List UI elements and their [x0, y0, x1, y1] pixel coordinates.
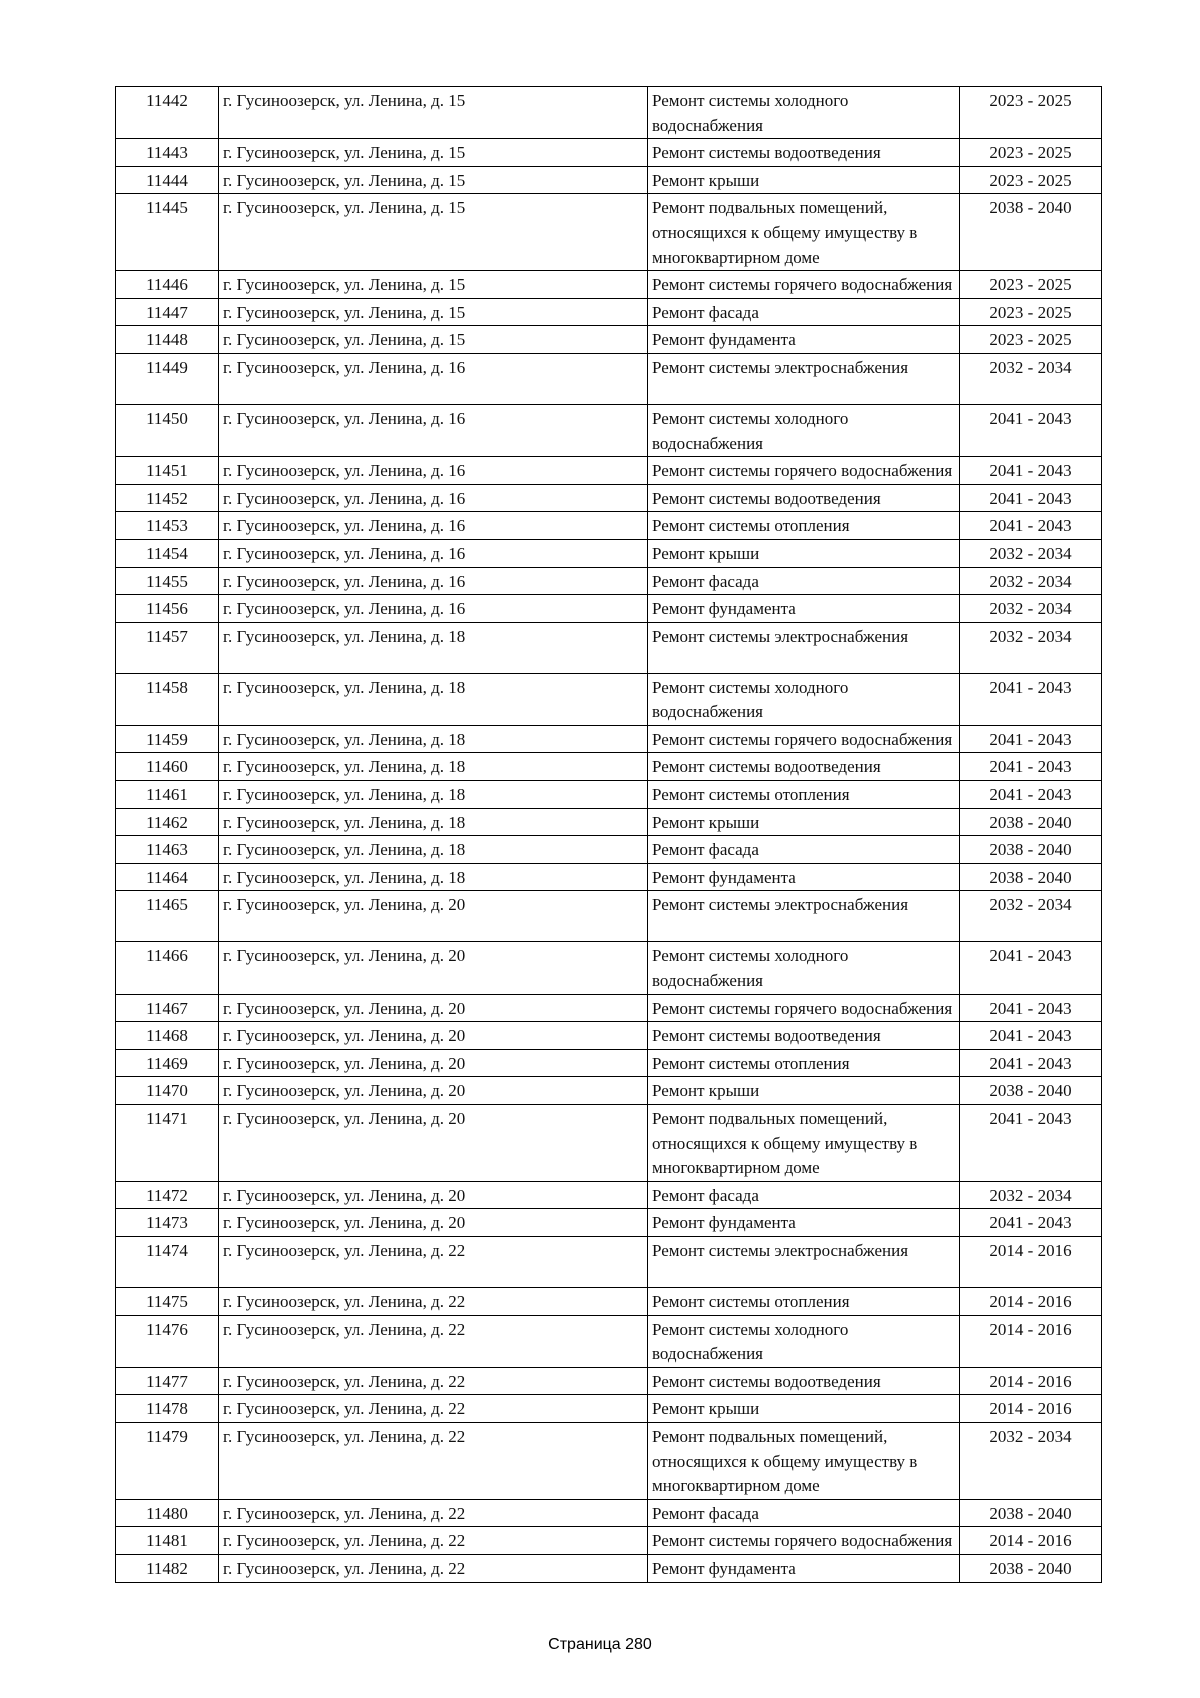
work-type-cell: Ремонт системы горячего водоснабжения	[648, 271, 960, 299]
row-number-cell: 11443	[116, 139, 219, 167]
table-row	[116, 484, 1102, 512]
address-cell: г. Гусиноозерск, ул. Ленина, д. 20	[219, 1105, 648, 1182]
period-cell: 2032 - 2034	[960, 539, 1102, 567]
period-cell: 2014 - 2016	[960, 1315, 1102, 1367]
address-cell: г. Гусиноозерск, ул. Ленина, д. 16	[219, 539, 648, 567]
table-row	[116, 87, 1102, 139]
table-row	[116, 595, 1102, 623]
work-type-cell: Ремонт системы электроснабжения	[648, 622, 960, 673]
work-type-cell: Ремонт системы отопления	[648, 1287, 960, 1315]
row-number-cell: 11454	[116, 539, 219, 567]
table-row	[116, 194, 1102, 271]
table-row	[116, 1315, 1102, 1367]
period-cell: 2014 - 2016	[960, 1367, 1102, 1395]
table-row	[116, 353, 1102, 404]
table-row	[116, 753, 1102, 781]
row-number-cell: 11475	[116, 1287, 219, 1315]
table-row	[116, 404, 1102, 456]
work-type-cell: Ремонт фундамента	[648, 1554, 960, 1582]
work-type-cell: Ремонт системы холодного водоснабжения	[648, 673, 960, 725]
table-row	[116, 512, 1102, 540]
work-type-cell: Ремонт системы водоотведения	[648, 484, 960, 512]
period-cell: 2023 - 2025	[960, 166, 1102, 194]
period-cell: 2023 - 2025	[960, 298, 1102, 326]
period-cell: 2041 - 2043	[960, 1209, 1102, 1237]
address-cell: г. Гусиноозерск, ул. Ленина, д. 16	[219, 512, 648, 540]
row-number-cell: 11473	[116, 1209, 219, 1237]
address-cell: г. Гусиноозерск, ул. Ленина, д. 18	[219, 673, 648, 725]
period-cell: 2032 - 2034	[960, 567, 1102, 595]
work-type-cell: Ремонт фундамента	[648, 863, 960, 891]
period-cell: 2041 - 2043	[960, 673, 1102, 725]
period-cell: 2038 - 2040	[960, 808, 1102, 836]
work-type-cell: Ремонт системы холодного водоснабжения	[648, 87, 960, 139]
row-number-cell: 11466	[116, 942, 219, 994]
work-type-cell: Ремонт фасада	[648, 298, 960, 326]
table-row	[116, 1527, 1102, 1555]
row-number-cell: 11455	[116, 567, 219, 595]
work-type-cell: Ремонт системы холодного водоснабжения	[648, 942, 960, 994]
work-type-cell: Ремонт системы горячего водоснабжения	[648, 725, 960, 753]
work-type-cell: Ремонт системы электроснабжения	[648, 1236, 960, 1287]
table-row	[116, 298, 1102, 326]
address-cell: г. Гусиноозерск, ул. Ленина, д. 22	[219, 1499, 648, 1527]
row-number-cell: 11478	[116, 1395, 219, 1423]
table-row	[116, 994, 1102, 1022]
address-cell: г. Гусиноозерск, ул. Ленина, д. 18	[219, 863, 648, 891]
row-number-cell: 11462	[116, 808, 219, 836]
row-number-cell: 11450	[116, 404, 219, 456]
address-cell: г. Гусиноозерск, ул. Ленина, д. 18	[219, 753, 648, 781]
row-number-cell: 11481	[116, 1527, 219, 1555]
row-number-cell: 11476	[116, 1315, 219, 1367]
row-number-cell: 11448	[116, 326, 219, 354]
table-row	[116, 326, 1102, 354]
period-cell: 2038 - 2040	[960, 1554, 1102, 1582]
address-cell: г. Гусиноозерск, ул. Ленина, д. 22	[219, 1287, 648, 1315]
row-number-cell: 11453	[116, 512, 219, 540]
period-cell: 2038 - 2040	[960, 1499, 1102, 1527]
address-cell: г. Гусиноозерск, ул. Ленина, д. 18	[219, 808, 648, 836]
row-number-cell: 11474	[116, 1236, 219, 1287]
work-type-cell: Ремонт системы холодного водоснабжения	[648, 404, 960, 456]
table-row	[116, 622, 1102, 673]
row-number-cell: 11467	[116, 994, 219, 1022]
table-row	[116, 1395, 1102, 1423]
work-type-cell: Ремонт крыши	[648, 808, 960, 836]
table-row	[116, 139, 1102, 167]
row-number-cell: 11459	[116, 725, 219, 753]
address-cell: г. Гусиноозерск, ул. Ленина, д. 20	[219, 1049, 648, 1077]
address-cell: г. Гусиноозерск, ул. Ленина, д. 16	[219, 457, 648, 485]
table-row	[116, 271, 1102, 299]
row-number-cell: 11447	[116, 298, 219, 326]
table-row	[116, 1236, 1102, 1287]
period-cell: 2038 - 2040	[960, 863, 1102, 891]
address-cell: г. Гусиноозерск, ул. Ленина, д. 15	[219, 271, 648, 299]
address-cell: г. Гусиноозерск, ул. Ленина, д. 20	[219, 1022, 648, 1050]
period-cell: 2041 - 2043	[960, 512, 1102, 540]
table-row	[116, 1209, 1102, 1237]
work-type-cell: Ремонт фасада	[648, 567, 960, 595]
table-row	[116, 673, 1102, 725]
row-number-cell: 11449	[116, 353, 219, 404]
table-row	[116, 539, 1102, 567]
address-cell: г. Гусиноозерск, ул. Ленина, д. 20	[219, 942, 648, 994]
row-number-cell: 11451	[116, 457, 219, 485]
row-number-cell: 11470	[116, 1077, 219, 1105]
address-cell: г. Гусиноозерск, ул. Ленина, д. 18	[219, 622, 648, 673]
period-cell: 2014 - 2016	[960, 1236, 1102, 1287]
period-cell: 2023 - 2025	[960, 87, 1102, 139]
period-cell: 2041 - 2043	[960, 1105, 1102, 1182]
row-number-cell: 11469	[116, 1049, 219, 1077]
work-type-cell: Ремонт системы водоотведения	[648, 1022, 960, 1050]
row-number-cell: 11460	[116, 753, 219, 781]
work-type-cell: Ремонт подвальных помещений, относящихся к общему имуществу в многоквартирном доме	[648, 194, 960, 271]
address-cell: г. Гусиноозерск, ул. Ленина, д. 16	[219, 484, 648, 512]
work-type-cell: Ремонт фасада	[648, 836, 960, 864]
row-number-cell: 11442	[116, 87, 219, 139]
table-row	[116, 942, 1102, 994]
address-cell: г. Гусиноозерск, ул. Ленина, д. 20	[219, 1209, 648, 1237]
period-cell: 2038 - 2040	[960, 836, 1102, 864]
address-cell: г. Гусиноозерск, ул. Ленина, д. 22	[219, 1554, 648, 1582]
work-type-cell: Ремонт подвальных помещений, относящихся к общему имуществу в многоквартирном доме	[648, 1422, 960, 1499]
period-cell: 2041 - 2043	[960, 725, 1102, 753]
table-row	[116, 891, 1102, 942]
work-type-cell: Ремонт системы водоотведения	[648, 1367, 960, 1395]
address-cell: г. Гусиноозерск, ул. Ленина, д. 15	[219, 139, 648, 167]
table-row	[116, 567, 1102, 595]
work-type-cell: Ремонт системы электроснабжения	[648, 891, 960, 942]
period-cell: 2041 - 2043	[960, 484, 1102, 512]
row-number-cell: 11477	[116, 1367, 219, 1395]
row-number-cell: 11479	[116, 1422, 219, 1499]
period-cell: 2032 - 2034	[960, 891, 1102, 942]
table-row	[116, 781, 1102, 809]
address-cell: г. Гусиноозерск, ул. Ленина, д. 16	[219, 567, 648, 595]
work-type-cell: Ремонт крыши	[648, 1395, 960, 1423]
work-type-cell: Ремонт крыши	[648, 166, 960, 194]
table-row	[116, 457, 1102, 485]
work-type-cell: Ремонт системы отопления	[648, 1049, 960, 1077]
address-cell: г. Гусиноозерск, ул. Ленина, д. 20	[219, 891, 648, 942]
row-number-cell: 11468	[116, 1022, 219, 1050]
work-type-cell: Ремонт фасада	[648, 1181, 960, 1209]
address-cell: г. Гусиноозерск, ул. Ленина, д. 22	[219, 1315, 648, 1367]
period-cell: 2032 - 2034	[960, 622, 1102, 673]
period-cell: 2041 - 2043	[960, 753, 1102, 781]
work-type-cell: Ремонт системы водоотведения	[648, 753, 960, 781]
work-type-cell: Ремонт системы водоотведения	[648, 139, 960, 167]
address-cell: г. Гусиноозерск, ул. Ленина, д. 22	[219, 1236, 648, 1287]
address-cell: г. Гусиноозерск, ул. Ленина, д. 16	[219, 595, 648, 623]
work-type-cell: Ремонт системы горячего водоснабжения	[648, 1527, 960, 1555]
table-row	[116, 166, 1102, 194]
row-number-cell: 11472	[116, 1181, 219, 1209]
address-cell: г. Гусиноозерск, ул. Ленина, д. 16	[219, 404, 648, 456]
work-type-cell: Ремонт системы отопления	[648, 512, 960, 540]
period-cell: 2014 - 2016	[960, 1287, 1102, 1315]
address-cell: г. Гусиноозерск, ул. Ленина, д. 22	[219, 1527, 648, 1555]
table-row	[116, 1105, 1102, 1182]
period-cell: 2041 - 2043	[960, 1022, 1102, 1050]
address-cell: г. Гусиноозерск, ул. Ленина, д. 18	[219, 781, 648, 809]
address-cell: г. Гусиноозерск, ул. Ленина, д. 15	[219, 87, 648, 139]
page-number: Страница 280	[548, 1636, 652, 1653]
period-cell: 2038 - 2040	[960, 194, 1102, 271]
work-type-cell: Ремонт крыши	[648, 539, 960, 567]
period-cell: 2032 - 2034	[960, 595, 1102, 623]
repair-schedule-table	[115, 86, 1102, 1583]
address-cell: г. Гусиноозерск, ул. Ленина, д. 20	[219, 994, 648, 1022]
address-cell: г. Гусиноозерск, ул. Ленина, д. 16	[219, 353, 648, 404]
table-row	[116, 1049, 1102, 1077]
work-type-cell: Ремонт подвальных помещений, относящихся к общему имуществу в многоквартирном доме	[648, 1105, 960, 1182]
address-cell: г. Гусиноозерск, ул. Ленина, д. 15	[219, 166, 648, 194]
table-row	[116, 1022, 1102, 1050]
row-number-cell: 11465	[116, 891, 219, 942]
work-type-cell: Ремонт фасада	[648, 1499, 960, 1527]
row-number-cell: 11480	[116, 1499, 219, 1527]
table-row	[116, 1422, 1102, 1499]
address-cell: г. Гусиноозерск, ул. Ленина, д. 20	[219, 1077, 648, 1105]
period-cell: 2032 - 2034	[960, 1422, 1102, 1499]
address-cell: г. Гусиноозерск, ул. Ленина, д. 22	[219, 1367, 648, 1395]
row-number-cell: 11461	[116, 781, 219, 809]
work-type-cell: Ремонт системы горячего водоснабжения	[648, 994, 960, 1022]
address-cell: г. Гусиноозерск, ул. Ленина, д. 15	[219, 326, 648, 354]
period-cell: 2014 - 2016	[960, 1527, 1102, 1555]
period-cell: 2041 - 2043	[960, 942, 1102, 994]
table-row	[116, 1181, 1102, 1209]
table-row	[116, 808, 1102, 836]
period-cell: 2041 - 2043	[960, 994, 1102, 1022]
table-row	[116, 1287, 1102, 1315]
table-row	[116, 1077, 1102, 1105]
work-type-cell: Ремонт фундамента	[648, 1209, 960, 1237]
table-row	[116, 863, 1102, 891]
table-row	[116, 836, 1102, 864]
work-type-cell: Ремонт системы отопления	[648, 781, 960, 809]
row-number-cell: 11444	[116, 166, 219, 194]
row-number-cell: 11464	[116, 863, 219, 891]
address-cell: г. Гусиноозерск, ул. Ленина, д. 20	[219, 1181, 648, 1209]
address-cell: г. Гусиноозерск, ул. Ленина, д. 22	[219, 1395, 648, 1423]
row-number-cell: 11446	[116, 271, 219, 299]
row-number-cell: 11458	[116, 673, 219, 725]
work-type-cell: Ремонт системы электроснабжения	[648, 353, 960, 404]
table-body	[116, 87, 1102, 1583]
period-cell: 2041 - 2043	[960, 457, 1102, 485]
period-cell: 2032 - 2034	[960, 353, 1102, 404]
work-type-cell: Ремонт системы холодного водоснабжения	[648, 1315, 960, 1367]
address-cell: г. Гусиноозерск, ул. Ленина, д. 22	[219, 1422, 648, 1499]
address-cell: г. Гусиноозерск, ул. Ленина, д. 18	[219, 836, 648, 864]
row-number-cell: 11457	[116, 622, 219, 673]
table-row	[116, 725, 1102, 753]
row-number-cell: 11471	[116, 1105, 219, 1182]
address-cell: г. Гусиноозерск, ул. Ленина, д. 18	[219, 725, 648, 753]
period-cell: 2014 - 2016	[960, 1395, 1102, 1423]
period-cell: 2023 - 2025	[960, 326, 1102, 354]
address-cell: г. Гусиноозерск, ул. Ленина, д. 15	[219, 194, 648, 271]
table-row	[116, 1554, 1102, 1582]
row-number-cell: 11482	[116, 1554, 219, 1582]
work-type-cell: Ремонт крыши	[648, 1077, 960, 1105]
table-row	[116, 1499, 1102, 1527]
work-type-cell: Ремонт системы горячего водоснабжения	[648, 457, 960, 485]
address-cell: г. Гусиноозерск, ул. Ленина, д. 15	[219, 298, 648, 326]
period-cell: 2041 - 2043	[960, 404, 1102, 456]
period-cell: 2023 - 2025	[960, 139, 1102, 167]
work-type-cell: Ремонт фундамента	[648, 326, 960, 354]
period-cell: 2041 - 2043	[960, 781, 1102, 809]
row-number-cell: 11463	[116, 836, 219, 864]
period-cell: 2041 - 2043	[960, 1049, 1102, 1077]
row-number-cell: 11445	[116, 194, 219, 271]
work-type-cell: Ремонт фундамента	[648, 595, 960, 623]
period-cell: 2038 - 2040	[960, 1077, 1102, 1105]
row-number-cell: 11456	[116, 595, 219, 623]
row-number-cell: 11452	[116, 484, 219, 512]
period-cell: 2023 - 2025	[960, 271, 1102, 299]
table-row	[116, 1367, 1102, 1395]
period-cell: 2032 - 2034	[960, 1181, 1102, 1209]
